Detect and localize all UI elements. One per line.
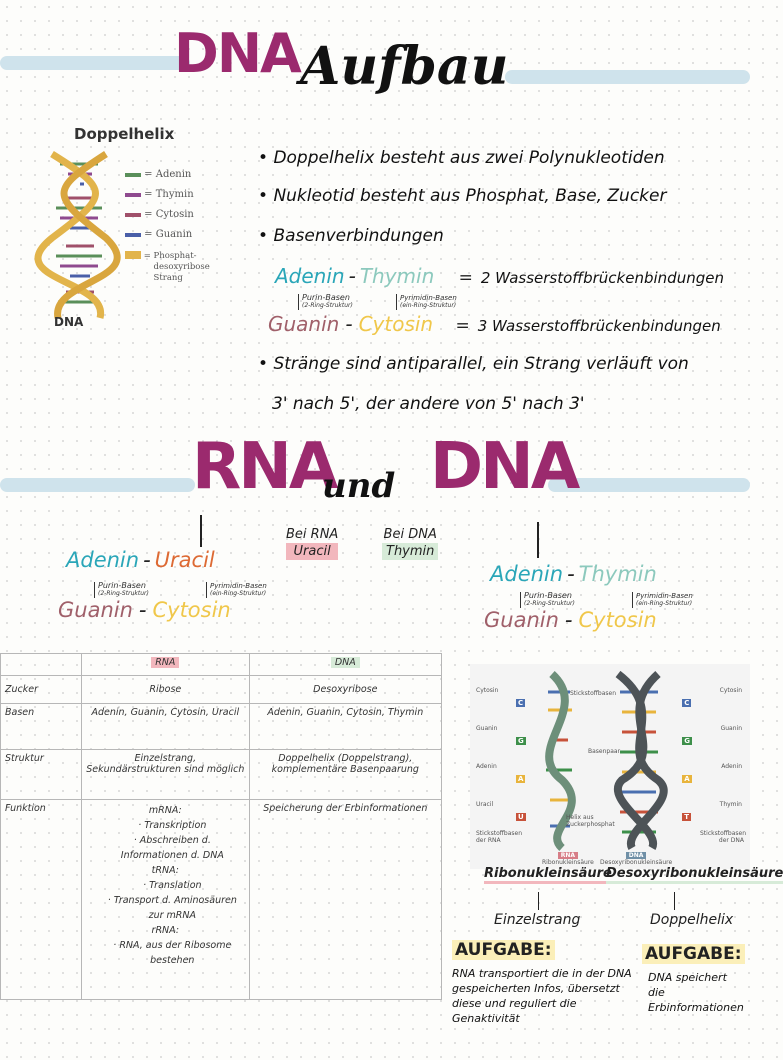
diagram-left-labels: Cytosin Guanin Adenin Uracil — [476, 687, 499, 808]
cell-dna: Speicherung der Erbinformationen — [249, 800, 441, 1000]
table-header-row — [1, 654, 442, 676]
diagram-rna-tag: RNA Ribonukleinsäure — [542, 852, 594, 866]
diagram-right-foot: Stickstoffbasen der DNA — [700, 830, 746, 844]
dna-task: DNA speichert die Erbinformationen — [648, 971, 744, 1014]
rna-name: Ribonukleinsäure — [484, 866, 612, 884]
cell-dna: Adenin, Guanin, Cytosin, Thymin — [249, 704, 441, 750]
row-label: Struktur — [1, 750, 82, 800]
doppelhelix-title: Doppelhelix — [74, 125, 175, 143]
rna-pyrimidin-note: Pyrimidin-Basen (ein-Ring-Struktur) — [206, 582, 267, 598]
bullet-4-cont: 3' nach 5', der andere von 5' nach 3' — [272, 394, 585, 414]
connector-rna — [200, 515, 202, 547]
bei-dna: Bei DNA Thymin — [383, 527, 437, 559]
table-header-dna: DNA — [249, 654, 441, 676]
legend-thymin: = Thymin — [125, 185, 214, 205]
dna-name: Desoxyribonukleinsäure — [606, 866, 783, 884]
rna-dna-diagram — [470, 664, 750, 869]
table-header-empty — [1, 654, 82, 676]
header-band-right — [505, 70, 750, 84]
rna-pair-gc: Guanin - Cytosin — [58, 598, 231, 622]
purin-note-1: Purin-Basen (2-Ring-Struktur) — [298, 294, 353, 310]
bei-rna: Bei RNA Uracil — [286, 527, 339, 559]
legend-strang: = Phosphat-desoxyribose Strang — [125, 251, 214, 284]
section2-band-left — [0, 478, 195, 492]
table-header-rna: RNA — [82, 654, 250, 676]
cell-rna-funktion: mRNA: · Transkription · Abschreiben d. Informationen d. DNA tRNA: · Translation · Transport d. Aminosäuren zur mRNA rRNA: · RNA, aus der Ribosome bestehen — [82, 800, 250, 1000]
dna-purin-note: Purin-Basen (2-Ring-Struktur) — [520, 592, 575, 608]
connector-dna — [537, 522, 539, 558]
bullet-2: • Nukleotid besteht aus Phosphat, Base, Zucker — [258, 186, 667, 206]
cell-rna: Einzelstrang, Sekundärstrukturen sind möglich — [82, 750, 250, 800]
diagram-left-foot: Stickstoffbasen der RNA — [476, 830, 522, 844]
table-row — [1, 800, 442, 1000]
comparison-table — [0, 653, 442, 1000]
pair-gc-row: Guanin - Cytosin = 3 Wasserstoffbrückenbindungen — [268, 312, 721, 336]
connector-einzelstrang — [538, 892, 539, 910]
dna-helix-illustration — [40, 150, 120, 320]
bullet-4: • Stränge sind antiparallel, ein Strang verläuft von — [258, 354, 689, 374]
diagram-helix-label: Helix aus Zuckerphosphat — [566, 814, 615, 828]
aufgabe-dna: AUFGABE: — [642, 944, 745, 964]
bullet-1: • Doppelhelix besteht aus zwei Polynukleotiden — [258, 148, 665, 168]
dna-structure: Doppelhelix — [650, 912, 734, 928]
pair-at-row: Adenin - Thymin = 2 Wasserstoffbrückenbindungen — [275, 264, 724, 288]
section2-band-right — [548, 478, 750, 492]
legend-adenin: = Adenin — [125, 165, 214, 185]
legend-cytosin: = Cytosin — [125, 205, 214, 225]
diagram-right-labels: Cytosin Guanin Adenin Thymin — [719, 687, 742, 808]
section2-title-und: und — [322, 466, 396, 506]
bullet-3: • Basenverbindungen — [258, 226, 444, 246]
section2-title-rna: RNA — [192, 430, 336, 504]
rna-purin-note: Purin-Basen (2-Ring-Struktur) — [94, 582, 149, 598]
diagram-left-letters: C G A U — [518, 699, 524, 821]
diagram-mid-label: Basenpaar — [588, 748, 621, 755]
rna-pair-au: Adenin - Uracil — [66, 548, 215, 572]
title-dna: DNA — [174, 22, 300, 85]
dna-pair-gc: Guanin - Cytosin — [484, 608, 657, 632]
row-label: Funktion — [1, 800, 82, 1000]
diagram-dna-tag: DNA Desoxyribonukleinsäure — [600, 852, 673, 866]
table-row — [1, 750, 442, 800]
dna-pyrimidin-note: Pyrimidin-Basen (ein-Ring-Struktur) — [632, 592, 693, 608]
cell-rna: Adenin, Guanin, Cytosin, Uracil — [82, 704, 250, 750]
header-band-left — [0, 56, 190, 70]
title-aufbau: Aufbau — [300, 36, 509, 97]
dna-pair-at: Adenin - Thymin — [490, 562, 657, 586]
table-row — [1, 704, 442, 750]
connector-doppelhelix — [674, 892, 675, 910]
diagram-right-letters: C G A T — [684, 699, 690, 821]
doppelhelix-caption: DNA — [54, 315, 84, 329]
cell-dna: Doppelhelix (Doppelstrang), komplementäre Basenpaarung — [249, 750, 441, 800]
pyrimidin-note-1: Pyrimidin-Basen (ein-Ring-Struktur) — [396, 294, 457, 310]
rna-structure: Einzelstrang — [494, 912, 581, 928]
rna-task: RNA transportiert die in der DNA gespeicherten Infos, übersetzt diese und reguliert die Genaktivität — [452, 967, 632, 1025]
row-label: Basen — [1, 704, 82, 750]
row-label: Zucker — [1, 676, 82, 704]
doppelhelix-figure — [40, 125, 240, 340]
section2-title-dna: DNA — [430, 430, 578, 504]
cell-rna: Ribose — [82, 676, 250, 704]
legend-guanin: = Guanin — [125, 225, 214, 245]
doppelhelix-legend — [125, 165, 214, 284]
table-row — [1, 676, 442, 704]
diagram-top-label: Stickstoffbasen — [570, 690, 616, 697]
aufgabe-rna: AUFGABE: — [452, 940, 555, 960]
cell-dna: Desoxyribose — [249, 676, 441, 704]
